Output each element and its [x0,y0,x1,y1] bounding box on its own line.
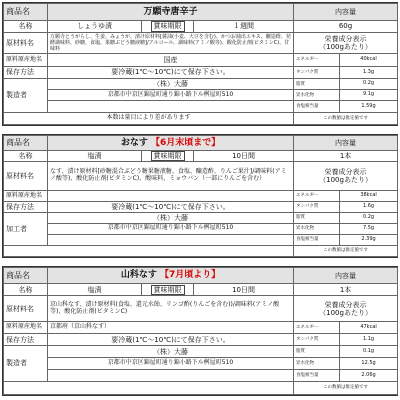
nutrient-value: 12.5g [340,358,398,370]
expiry-label: 賞味期限 [142,151,194,162]
storage-value: 要冷蔵(1℃〜10℃)にて保存下さい。 [48,201,294,212]
maker-blank-row [4,101,398,112]
raw-row [4,33,398,54]
storage-label: 保存方法 [4,334,48,346]
origin-row [4,54,398,66]
origin-row [4,191,398,201]
product-label-manganji [2,2,398,126]
header-row [4,4,398,21]
storage-row [4,201,398,212]
product-label-yamashina [2,266,398,396]
expiry-value: 10日間 [194,151,294,162]
nutrient-name: タンパク質 [294,66,340,78]
raw-label: 原材料名 [4,162,48,191]
nutrition-title: 栄養成分表示 （100gあたり） [294,33,398,54]
content-header-label: 内容量 [294,4,398,21]
name-value: 塩漬 [48,284,142,296]
name-row [4,151,398,162]
nutrient-value: 0.1g [340,346,398,358]
season-tag: 【6月末頃まで】 [150,137,221,148]
header-row [4,136,398,151]
nutrient-name: タンパク質 [294,201,340,212]
raw-row [4,296,398,322]
product-name: 山科なす 【7月頃より】 [48,268,294,284]
maker-row [4,346,398,358]
nutrient-value: 7.5g [340,223,398,234]
maker-address: 京都市中京区錦屋町通り錦小路下ル桝屋町510 [48,358,294,370]
nutrient-name: エネルギー [294,322,340,334]
nutrient-name: 食塩相当量 [294,234,340,245]
maker-address-row [4,358,398,370]
expiry-value: １週間 [194,20,294,32]
note-row [4,112,398,124]
name-value: しょうゆ漬 [48,20,142,32]
expiry-label: 賞味期限 [142,20,194,32]
item-header-label: 商品名 [4,268,48,284]
maker-label: 製造者 [4,346,48,382]
origin-label: 原料原産地名 [4,54,48,66]
nutrient-name: 炭水化物 [294,90,340,101]
nutrient-name: 食塩相当量 [294,101,340,112]
maker-address: 京都市中京区錦屋町通り錦小路下ル桝屋町510 [48,90,294,101]
origin-value [48,191,294,201]
nutrient-value: 9.1g [340,90,398,101]
name-label: 名称 [4,284,48,296]
product-name: おなす 【6月末頃まで】 [48,136,294,151]
maker-label: 製造者 [4,79,48,113]
name-row [4,20,398,32]
raw-materials: なす、漬け原材料[砂糖混合ぶどう糖果糖液糖、食塩、醸造酢、りんご果汁]/調味料(アミノ酸等)、酸化防止剤(ビタミンC)、酸味料、ミョウバン（一部にりんごを含む） [48,162,294,191]
nutrient-value: 2.39g [340,234,398,245]
raw-materials: 京山科なす、漬け原材料(食塩、還元水飴、リンゴ酢(りんごを含む))/調味料(アミノ酸等)、酸化防止剤(ビタミンC) [48,296,294,322]
storage-label: 保存方法 [4,66,48,78]
name-label: 名称 [4,151,48,162]
origin-value: 国産 [48,54,294,66]
estimate-note: この数値は推定値です [294,381,398,394]
origin-label: 原料原産地名 [4,322,48,334]
nutrient-name: タンパク質 [294,334,340,346]
storage-label: 保存方法 [4,201,48,212]
nutrient-name: 炭水化物 [294,223,340,234]
nutrient-name: 食塩相当量 [294,369,340,381]
expiry-label: 賞味期限 [142,284,194,296]
product-label-onasu [2,134,398,258]
nutrient-value: 1.6g [340,201,398,212]
estimate-note: この数値は推定値です [294,112,398,124]
maker-blank-row [4,369,398,381]
nutrient-value: 38kcal [340,191,398,201]
name-row [4,284,398,296]
storage-value: 要冷蔵(1℃〜10℃)にて保存下さい。 [48,334,294,346]
maker-address: 京都市中京区錦屋町通り錦小路下ル桝屋町510 [48,223,294,234]
storage-value: 要冷蔵(1℃〜10℃)にて保存下さい。 [48,66,294,78]
origin-label: 原料原産地名 [4,191,48,201]
note-row [4,245,398,256]
storage-row [4,334,398,346]
origin-row [4,322,398,334]
content-amount: 1本 [294,151,398,162]
raw-materials: 万願寺とうがらし、生姜、みょうが、漬け原材料[醤油(小麦、大豆を含む)、かつお抽出エキス、醸造酢、発酵調味料、砂糖、食塩、果糖ぶどう糖液糖]/アルコール、調味料(アミノ酸等)、酸化防止剤(ビタミンC)、甘味料 [48,33,294,54]
nutrient-value: 0.2g [340,79,398,90]
storage-row [4,66,398,78]
origin-value: 京都府（京山科なす） [48,322,294,334]
maker-label: 加工者 [4,212,48,245]
name-value: 塩漬 [48,151,142,162]
product-name: 万願寺唐辛子 [48,4,294,21]
quantity-note: 本数は量目により差があります [4,112,294,124]
note-row [4,381,398,394]
maker-blank-row [4,234,398,245]
item-header-label: 商品名 [4,136,48,151]
nutrition-title: 栄養成分表示 （100gあたり） [294,162,398,191]
nutrient-name: 脂質 [294,346,340,358]
content-header-label: 内容量 [294,268,398,284]
estimate-note: この数値は推定値です [294,245,398,256]
season-tag: 【7月頃より】 [159,270,221,281]
expiry-value: 10日間 [194,284,294,296]
raw-label: 原材料名 [4,33,48,54]
nutrient-value: 1.3g [340,66,398,78]
content-amount: 1本 [294,284,398,296]
content-amount: 60g [294,20,398,32]
maker-address-row [4,90,398,101]
nutrient-value: 1.1g [340,334,398,346]
header-row [4,268,398,284]
nutrient-name: エネルギー [294,191,340,201]
nutrient-value: 0.2g [340,212,398,223]
content-header-label: 内容量 [294,136,398,151]
maker-name: （株）大藤 [48,212,294,223]
raw-label: 原材料名 [4,296,48,322]
maker-row [4,212,398,223]
nutrition-title: 栄養成分表示 （100gあたり） [294,296,398,322]
maker-name: （株）大藤 [48,79,294,90]
nutrient-value: 47kcal [340,322,398,334]
name-label: 名称 [4,20,48,32]
item-header-label: 商品名 [4,4,48,21]
maker-name: （株）大藤 [48,346,294,358]
maker-address-row [4,223,398,234]
nutrient-name: 脂質 [294,79,340,90]
nutrient-value: 1.59g [340,101,398,112]
raw-row [4,162,398,191]
nutrient-name: 炭水化物 [294,358,340,370]
maker-row [4,79,398,90]
nutrient-name: 脂質 [294,212,340,223]
nutrient-value: 40kcal [340,54,398,66]
nutrient-name: エネルギー [294,54,340,66]
nutrient-value: 2.06g [340,369,398,381]
